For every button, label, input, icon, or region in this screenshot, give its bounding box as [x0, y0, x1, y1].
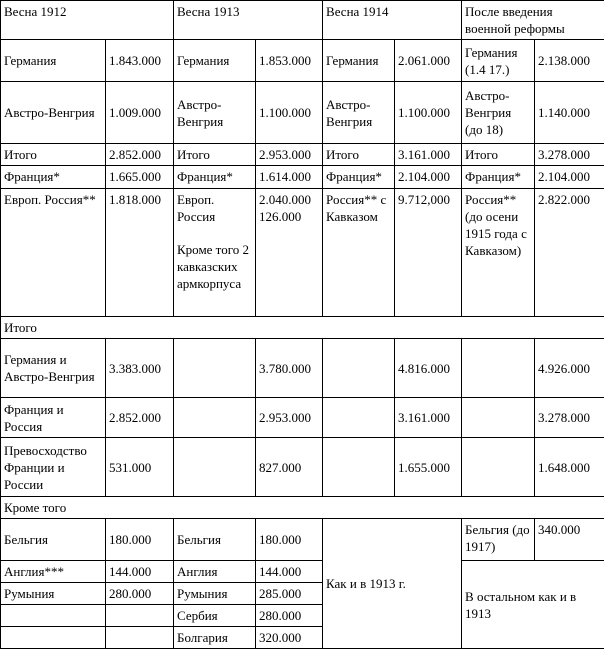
cell-label: Австро-Венгрия (до 18): [462, 82, 535, 144]
cell-label: Россия** с Кавказом: [323, 189, 395, 317]
cell-value: 4.816.000: [395, 339, 462, 398]
cell-value: 2.061.000: [395, 40, 462, 82]
table-row-england: [1, 561, 604, 583]
table-row-total: [1, 144, 604, 166]
section-title: Итого: [1, 317, 604, 339]
cell-value: 180.000: [106, 519, 174, 561]
header-1912: Весна 1912: [1, 1, 174, 40]
cell-label: Германия: [174, 40, 256, 82]
cell-label: Бельгия (до 1917): [462, 519, 535, 561]
cell-label: Болгария: [174, 627, 256, 649]
header-1914: Весна 1914: [323, 1, 462, 40]
cell-empty: [462, 339, 535, 398]
cell-value: 4.926.000: [535, 339, 604, 398]
table-row-central-powers: [1, 339, 604, 398]
caucasus-corps-note: Кроме того 2 кавказских армкорпуса: [177, 242, 249, 291]
table-row-france: [1, 166, 604, 189]
cell-value: 2.104.000: [535, 166, 604, 189]
cell-value: 3.278.000: [535, 398, 604, 438]
cell-empty: [174, 339, 256, 398]
cell-value: 1.140.000: [535, 82, 604, 144]
table-row-russia: [1, 189, 604, 317]
cell-value: 3.161.000: [395, 144, 462, 166]
cell-value-russia-1913: [256, 189, 323, 317]
cell-value: 144.000: [256, 561, 323, 583]
table-row-superiority: [1, 438, 604, 497]
section-row-total: [1, 317, 604, 339]
cell-label: Франция*: [462, 166, 535, 189]
cell-value: 1.009.000: [106, 82, 174, 144]
table-row-austria: [1, 82, 604, 144]
cell-value: 1.100.000: [256, 82, 323, 144]
cell-value: 9.712,000: [395, 189, 462, 317]
cell-label: Франция*: [174, 166, 256, 189]
header-row: [1, 1, 604, 40]
cell-label: Россия** (до осени 1915 года с Кавказом): [462, 189, 535, 317]
cell-label: Франция*: [1, 166, 106, 189]
cell-value: 1.853.000: [256, 40, 323, 82]
cell-empty: [462, 438, 535, 497]
cell-value: 180.000: [256, 519, 323, 561]
cell-label: Франция и Россия: [1, 398, 106, 438]
cell-value: 3.278.000: [535, 144, 604, 166]
cell-value: 144.000: [106, 561, 174, 583]
cell-label: Бельгия: [1, 519, 106, 561]
cell-empty: [174, 398, 256, 438]
section-row-besides: [1, 497, 604, 519]
cell-value: 2.104.000: [395, 166, 462, 189]
header-1913: Весна 1913: [174, 1, 323, 40]
cell-label: Австро-Венгрия: [174, 82, 256, 144]
cell-value: 3.780.000: [256, 339, 323, 398]
cell-label: Превосходство Франции и России: [1, 438, 106, 497]
cell-label: Австро-Венгрия: [323, 82, 395, 144]
cell-label: Англия: [174, 561, 256, 583]
cell-value: 3.161.000: [395, 398, 462, 438]
cell-empty: [1, 605, 106, 627]
cell-value: 1.665.000: [106, 166, 174, 189]
cell-label: Итого: [462, 144, 535, 166]
cell-empty: [323, 398, 395, 438]
cell-value: 1.655.000: [395, 438, 462, 497]
cell-label: Бельгия: [174, 519, 256, 561]
cell-value: 2.852.000: [106, 398, 174, 438]
rest-as-1913-cell: В остальном как и в 1913: [462, 561, 604, 649]
cell-empty: [106, 627, 174, 649]
spacer: [177, 225, 252, 241]
cell-label: Итого: [174, 144, 256, 166]
cell-empty: [174, 438, 256, 497]
cell-label: Германия: [323, 40, 395, 82]
cell-value: 2.953.000: [256, 398, 323, 438]
cell-label: Англия***: [1, 561, 106, 583]
cell-value: 2.852.000: [106, 144, 174, 166]
table-row-belgium: [1, 519, 604, 561]
cell-value: 2.138.000: [535, 40, 604, 82]
header-after-reform: После введения военной реформы: [462, 1, 604, 40]
cell-label: Германия (1.4 17.): [462, 40, 535, 82]
russia-1913-label: Европ. Россия: [177, 192, 216, 224]
cell-value: 280.000: [256, 605, 323, 627]
cell-value: 1.648.000: [535, 438, 604, 497]
cell-value: 3.383.000: [106, 339, 174, 398]
section-title: Кроме того: [1, 497, 604, 519]
cell-value: 320.000: [256, 627, 323, 649]
cell-value: 285.000: [256, 583, 323, 605]
cell-label: Румыния: [1, 583, 106, 605]
cell-value: 827.000: [256, 438, 323, 497]
cell-empty: [1, 627, 106, 649]
same-as-1913-cell: Как и в 1913 г.: [323, 519, 462, 649]
cell-value: 1.100.000: [395, 82, 462, 144]
cell-label: Германия: [1, 40, 106, 82]
cell-label: Европ. Россия**: [1, 189, 106, 317]
cell-label: Австро-Венгрия: [1, 82, 106, 144]
cell-label: Румыния: [174, 583, 256, 605]
cell-value: 1.818.000: [106, 189, 174, 317]
cell-empty: [323, 339, 395, 398]
cell-value: 1.614.000: [256, 166, 323, 189]
table-row-entente: [1, 398, 604, 438]
cell-value: 2.953.000: [256, 144, 323, 166]
table-row-germany: [1, 40, 604, 82]
russia-1913-value: 2.040.000: [259, 192, 312, 207]
cell-empty: [462, 398, 535, 438]
cell-empty: [323, 438, 395, 497]
caucasus-corps-value: 126.000: [259, 209, 302, 224]
cell-value: 340.000: [535, 519, 604, 561]
cell-empty: [106, 605, 174, 627]
cell-label: Германия и Австро-Венгрия: [1, 339, 106, 398]
cell-value: 280.000: [106, 583, 174, 605]
cell-label: Итого: [323, 144, 395, 166]
cell-label: Сербия: [174, 605, 256, 627]
cell-value: 2.822.000: [535, 189, 604, 317]
cell-label-russia-1913: [174, 189, 256, 317]
cell-value: 1.843.000: [106, 40, 174, 82]
cell-value: 531.000: [106, 438, 174, 497]
cell-label: Франция*: [323, 166, 395, 189]
cell-label: Итого: [1, 144, 106, 166]
